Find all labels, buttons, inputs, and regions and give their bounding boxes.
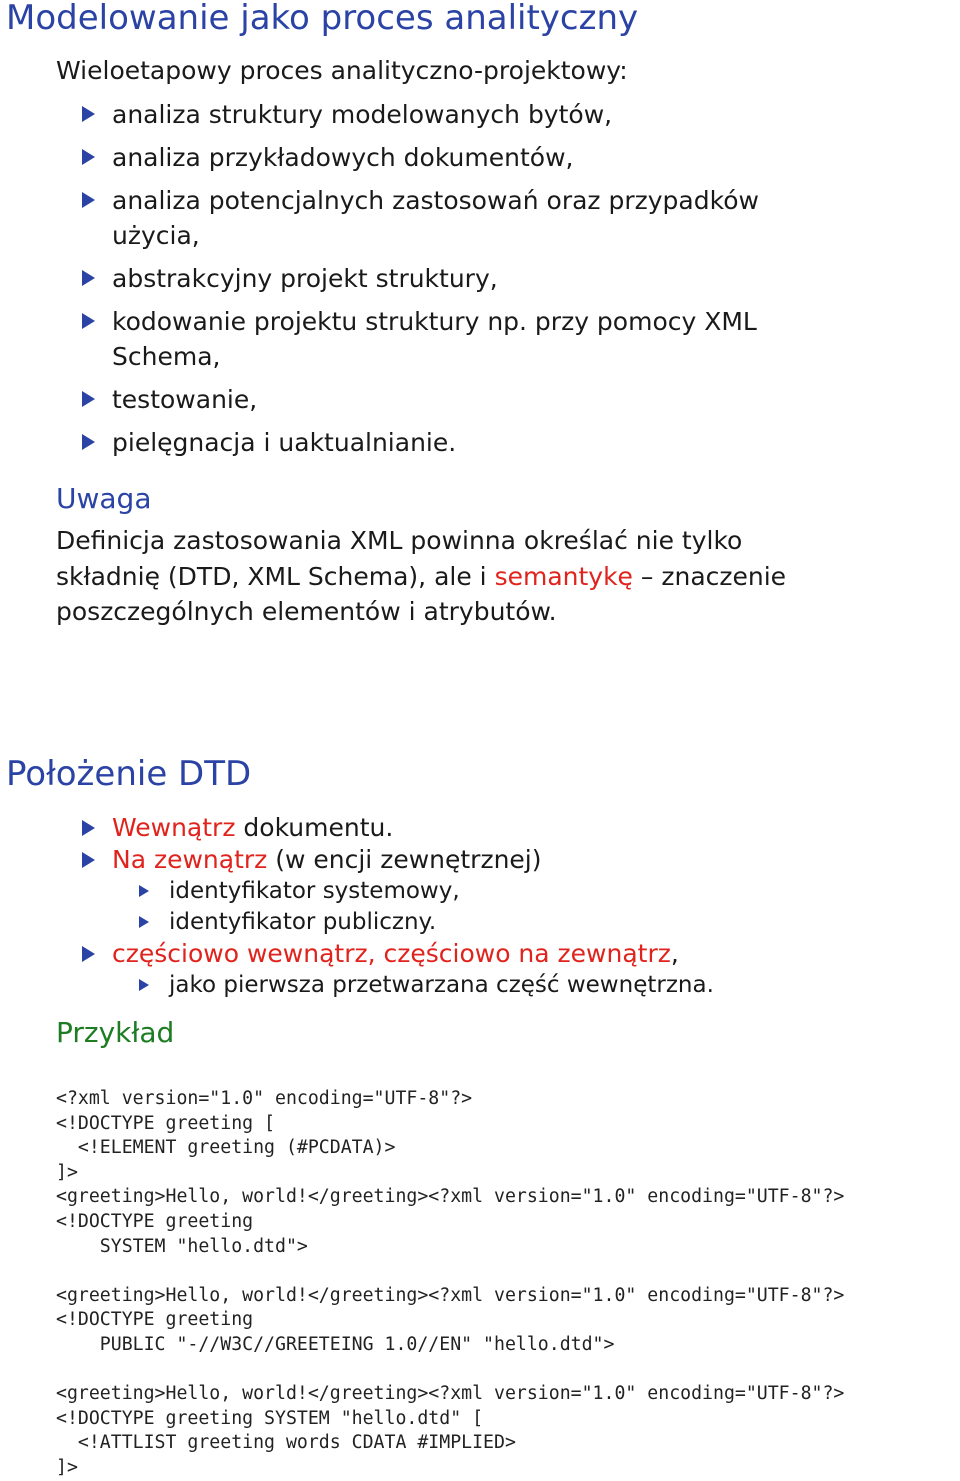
triangle-bullet-icon [82, 820, 95, 836]
list-subitem: identyfikator systemowy, [0, 876, 714, 907]
alert-block-title: Uwaga [56, 482, 152, 515]
list-item: kodowanie projektu struktury np. przy pomocy XML Schema, [0, 304, 759, 374]
intro-text: Wieloetapowy proces analityczno-projektowy: [56, 56, 628, 85]
list-item: analiza potencjalnych zastosowań oraz przypadków użycia, [0, 183, 759, 253]
list-item: analiza przykładowych dokumentów, [0, 140, 759, 175]
list-item: testowanie, [0, 382, 759, 417]
dtd-location-list [0, 812, 714, 1001]
slide-title: Położenie DTD [6, 754, 252, 794]
triangle-bullet-icon [82, 434, 95, 450]
triangle-bullet-icon [82, 149, 95, 165]
list-item: częściowo wewnątrz, częściowo na zewnątrz, [0, 938, 714, 970]
slide-title: Modelowanie jako proces analityczny [6, 0, 639, 38]
triangle-bullet-icon [82, 106, 95, 122]
example-block-title: Przykład [56, 1016, 175, 1049]
list-item: Na zewnątrz (w encji zewnętrznej) [0, 844, 714, 876]
triangle-bullet-icon [82, 270, 95, 286]
list-subitem: identyfikator publiczny. [0, 907, 714, 938]
process-steps-list [0, 97, 759, 460]
list-subitem: jako pierwsza przetwarzana część wewnętrzna. [0, 970, 714, 1001]
triangle-bullet-icon [139, 916, 149, 928]
semantics-highlight: semantykę [494, 561, 633, 591]
triangle-bullet-icon [82, 946, 95, 962]
triangle-bullet-icon [82, 391, 95, 407]
list-item: Wewnątrz dokumentu. [0, 812, 714, 844]
alert-block-text: Definicja zastosowania XML powinna określać nie tylko składnię (DTD, XML Schema), ale i semantykę – znaczenie poszczególnych elementów i atrybutów. [56, 526, 787, 626]
list-item: pielęgnacja i uaktualnianie. [0, 425, 759, 460]
triangle-bullet-icon [82, 313, 95, 329]
list-item: analiza struktury modelowanych bytów, [0, 97, 759, 132]
triangle-bullet-icon [82, 192, 95, 208]
triangle-bullet-icon [82, 852, 95, 868]
triangle-bullet-icon [139, 885, 149, 897]
list-item: abstrakcyjny projekt struktury, [0, 261, 759, 296]
triangle-bullet-icon [139, 979, 149, 991]
code-example: <?xml version="1.0" encoding="UTF-8"?> <!DOCTYPE greeting [ <!ELEMENT greeting (#PCDATA)> ]> <greeting>Hello, world!</greeting><?xml version="1.0" encoding="UTF-8"?> <!DOCTYPE greeting SYSTEM "hello.dtd"> <greeting>Hello, world!</greeting><?xml version="1.0" encoding="UTF-8"?> <!DOCTYPE greeting PUBLIC "-//W3C//GREETEING 1.0//EN" "hello.dtd"> <greeting>Hello, world!</greeting><?xml version="1.0" encoding="UTF-8"?> <!DOCTYPE greeting SYSTEM "hello.dtd" [ <!ATTLIST greeting words CDATA #IMPLIED> ]> [56, 1088, 845, 1478]
